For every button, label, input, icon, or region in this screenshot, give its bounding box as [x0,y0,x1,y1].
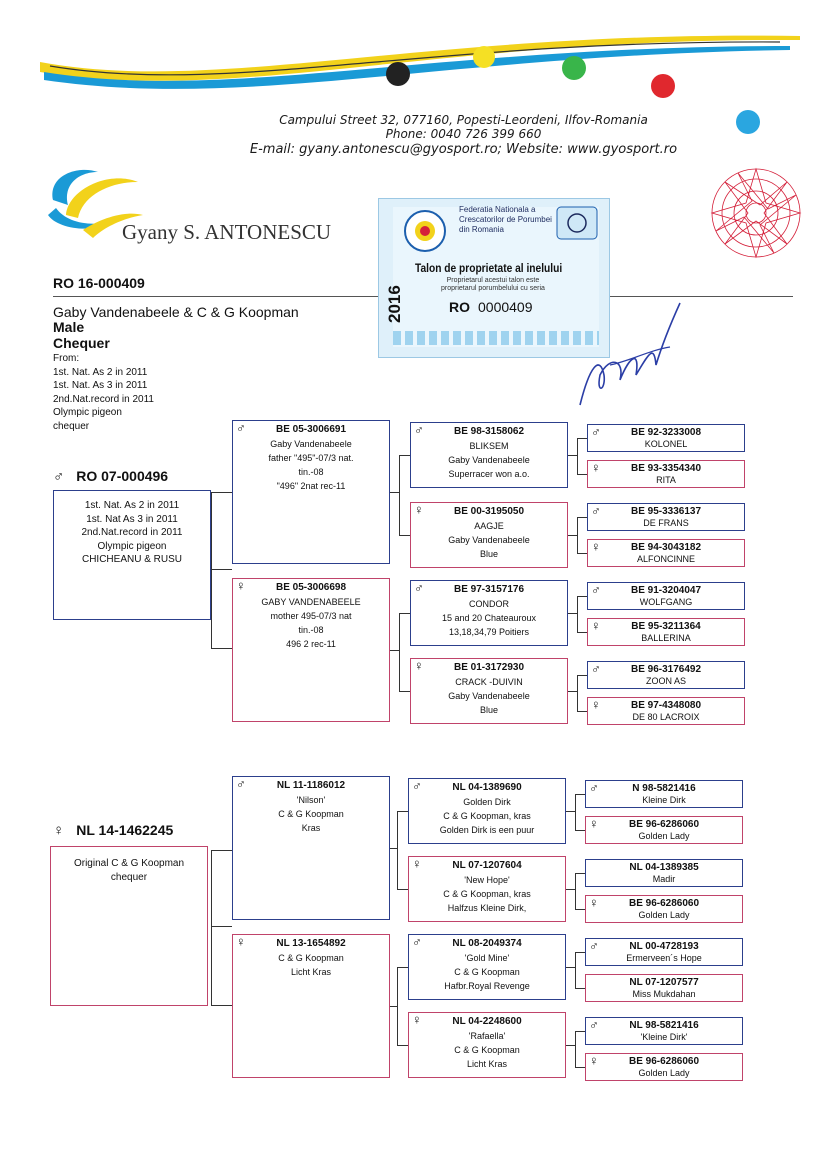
black-ball-icon [386,62,410,86]
stamp-title: Talon de proprietate al inelului [415,261,563,275]
connector-line [397,811,408,812]
stamp-ribbon [393,331,599,345]
gen4-dam-card: ♀ BE 96-6286060 Golden Lady [585,816,743,844]
connector-line [575,873,585,874]
male-icon: ♂ [591,661,601,676]
connector-line [577,596,587,597]
granddam-card: ♀ NL 13-1654892 C & G Koopman Licht Kras [232,934,390,1078]
connector-line [575,794,576,830]
connector-line [397,1045,408,1046]
connector-line [399,535,410,536]
gen4-dam-card: ♀ BE 96-6286060 Golden Lady [585,1053,743,1081]
male-icon: ♂ [589,1017,599,1032]
connector-line [575,952,585,953]
gen4-dam-card: NL 07-1207577 Miss Mukdahan [585,974,743,1002]
connector-line [575,1031,585,1032]
connector-line [397,811,398,889]
yellow-ball-icon [473,46,495,68]
gen4-sire-card: ♂ BE 96-3176492 ZOON AS [587,661,745,689]
gen4-sire-card: NL 04-1389385 Madir [585,859,743,887]
connector-line [568,691,578,692]
male-icon: ♂ [53,468,65,485]
connector-line [575,952,576,988]
connector-line [566,811,576,812]
female-icon: ♀ [591,697,601,712]
female-icon: ♀ [591,539,601,554]
male-icon: ♂ [589,938,599,953]
sire-card: 1st. Nat. As 2 in 2011 1st. Nat As 3 in 2011 2nd.Nat.record in 2011 Olympic pigeon CHICHEANU & RUSU [53,490,211,620]
connector-line [390,492,400,493]
connector-line [577,517,587,518]
gen4-sire-card: ♂ BE 91-3204047 WOLFGANG [587,582,745,610]
address-line: Campului Street 32, 077160, Popesti-Leordeni, Ilfov-Romania [279,113,648,127]
connector-line [211,569,212,648]
male-icon: ♂ [236,776,246,791]
gen4-dam-card: ♀ BE 96-6286060 Golden Lady [585,895,743,923]
connector-line [397,889,408,890]
granddam-card: ♀ BE 05-3006698 GABY VANDENABEELE mother 495-07/3 nat tin.-08 496 2 rec-11 [232,578,390,722]
female-icon: ♀ [591,618,601,633]
female-icon: ♀ [589,1053,599,1068]
great-grandsire-card: ♂ NL 04-1389690 Golden Dirk C & G Koopman, kras Golden Dirk is een puur [408,778,566,844]
connector-line [211,492,212,569]
male-icon: ♂ [591,503,601,518]
connector-line [577,711,587,712]
stamp-ring: RO 0000409 [449,299,533,315]
male-icon: ♂ [589,780,599,795]
connector-line [575,909,585,910]
connector-line [575,1067,585,1068]
connector-line [577,675,578,711]
connector-line [575,988,585,989]
subject-color: Chequer [53,335,110,351]
connector-line [577,675,587,676]
phone-line: Phone: 0040 726 399 660 [385,127,542,141]
connector-line [397,967,408,968]
gen4-dam-card: ♀ BE 95-3211364 BALLERINA [587,618,745,646]
connector-line [566,1045,576,1046]
connector-line [390,848,398,849]
connector-line [399,455,400,535]
great-granddam-card: ♀ NL 04-2248600 'Rafaella' C & G Koopman Licht Kras [408,1012,566,1078]
connector-line [577,632,587,633]
great-grandsire-card: ♂ NL 08-2049374 'Gold Mine' C & G Koopman Hafbr.Royal Revenge [408,934,566,1000]
female-icon: ♀ [589,816,599,831]
connector-line [211,850,212,1005]
male-icon: ♂ [591,582,601,597]
female-icon: ♀ [414,502,424,517]
subject-sex: Male [53,319,85,335]
connector-line [390,650,400,651]
gen4-sire-card: ♂ BE 92-3233008 KOLONEL [587,424,745,452]
connector-line [568,613,578,614]
female-icon: ♀ [589,895,599,910]
connector-line [211,648,232,649]
male-icon: ♂ [412,778,422,793]
great-grandsire-card: ♂ BE 97-3157176 CONDOR 15 and 20 Chateauroux 13,18,34,79 Poitiers [410,580,568,646]
female-icon: ♀ [414,658,424,673]
connector-line [399,613,410,614]
great-granddam-card: ♀ BE 00-3195050 AAGJE Gaby Vandenabeele Blue [410,502,568,568]
gen4-sire-card: ♂ NL 00-4728193 Ermerveen´s Hope [585,938,743,966]
gen4-sire-card: ♂ BE 95-3336137 DE FRANS [587,503,745,531]
great-grandsire-card: ♂ BE 98-3158062 BLIKSEM Gaby Vandenabeele Superracer won a.o. [410,422,568,488]
stamp-year: 2016 [385,285,404,323]
connector-line [577,438,578,474]
connector-line [566,889,576,890]
female-icon: ♀ [591,460,601,475]
contact-line: E-mail: gyany.antonescu@gyosport.ro; Website: www.gyosport.ro [249,142,678,157]
male-icon: ♂ [412,934,422,949]
connector-line [568,535,578,536]
brand-name: Gyany S. ANTONESCU [122,220,332,244]
connector-line [399,613,400,691]
connector-line [211,1005,232,1006]
stamp-subtitle: Proprietarul acestui talon este proprietarul porumbelului cu seria [441,277,545,292]
header-swoosh [0,0,827,110]
red-ball-icon [651,74,675,98]
male-icon: ♂ [591,424,601,439]
grandsire-card: ♂ NL 11-1186012 'Nilson' C & G Koopman Kras [232,776,390,920]
gen4-dam-card: ♀ BE 97-4348080 DE 80 LACROIX [587,697,745,725]
great-granddam-card: ♀ BE 01-3172930 CRACK -DUIVIN Gaby Vandenabeele Blue [410,658,568,724]
connector-line [577,474,587,475]
connector-line [399,455,410,456]
dam-heading: ♀ NL 14-1462245 [53,822,174,839]
female-icon: ♀ [412,856,422,871]
dam-card: Original C & G Koopman chequer [50,846,208,1006]
gen4-sire-card: ♂ NL 98-5821416 'Kleine Dirk' [585,1017,743,1045]
connector-line [575,1031,576,1067]
federation-logo-icon [397,207,453,255]
green-ball-icon [562,56,586,80]
grandsire-card: ♂ BE 05-3006691 Gaby Vandenabeele father "495"-07/3 nat. tin.-08 "496" 2nat rec-11 [232,420,390,564]
connector-line [577,596,578,632]
pigeon-emblem-icon [555,205,599,241]
sire-heading: ♂ RO 07-000496 [53,468,169,485]
federation-name: Federatia Nationala a Crescatorilor de Porumbei din Romania [459,205,552,234]
connector-line [568,455,578,456]
male-icon: ♂ [414,580,424,595]
male-icon: ♂ [414,422,424,437]
connector-line [399,691,410,692]
subject-from: From: 1st. Nat. As 2 in 2011 1st. Nat. As 3 in 2011 2nd.Nat.record in 2011 Olympic pigeon chequer [53,353,154,432]
connector-line [577,553,587,554]
female-icon: ♀ [412,1012,422,1027]
connector-line [390,1006,398,1007]
male-icon: ♂ [236,420,246,435]
gen4-dam-card: ♀ BE 93-3354340 RITA [587,460,745,488]
connector-line [211,850,232,851]
connector-line [575,830,585,831]
subject-ring: RO 16-000409 [53,275,145,291]
connector-line [575,794,585,795]
connector-line [577,438,587,439]
connector-line [211,569,232,570]
subject-owner: Gaby Vandenabeele & C & G Koopman [53,304,299,320]
female-icon: ♀ [236,578,246,593]
connector-line [211,926,232,927]
header-rule [53,296,380,297]
gen4-sire-card: ♂ N 98-5821416 Kleine Dirk [585,780,743,808]
female-icon: ♀ [53,822,65,839]
connector-line [575,873,576,909]
connector-line [211,492,232,493]
rosette-icon [708,165,804,261]
connector-line [566,967,576,968]
gen4-dam-card: ♀ BE 94-3043182 ALFONCINNE [587,539,745,567]
great-granddam-card: ♀ NL 07-1207604 'New Hope' C & G Koopman, kras Halfzus Kleine Dirk, [408,856,566,922]
female-icon: ♀ [236,934,246,949]
signature-icon [570,295,690,415]
